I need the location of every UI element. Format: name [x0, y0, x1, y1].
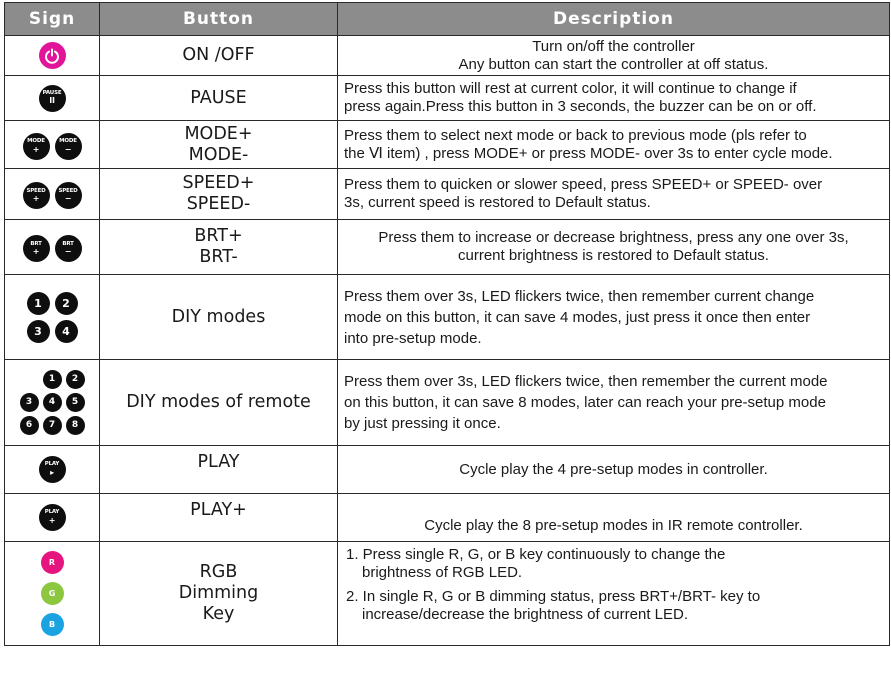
icon-symbol: ▸ — [50, 467, 54, 477]
sign-cell — [5, 169, 100, 220]
icon-label: PLAY — [44, 461, 60, 468]
description-line: into pre-setup mode. — [344, 329, 482, 347]
sign-cell — [5, 121, 100, 169]
description-line: press again.Press this button in 3 seconds, the buzzer can be on or off. — [344, 98, 817, 115]
brt-plus-icon — [23, 235, 50, 262]
table-row — [5, 76, 890, 121]
r-key-icon: R — [41, 551, 64, 574]
icon-label: MODE — [27, 138, 45, 145]
description-line: current brightness is restored to Default status. — [458, 247, 769, 264]
icon-symbol: − — [64, 194, 72, 204]
number-5-icon: 5 — [66, 393, 85, 412]
description-line: increase/decrease the brightness of current LED. — [362, 606, 689, 623]
description-line: 3s, current speed is restored to Default status. — [344, 194, 651, 211]
power-icon — [39, 42, 66, 69]
icon-label: PAUSE — [42, 89, 62, 96]
description-line: mode on this button, it can save 4 modes, just press it once then enter — [344, 308, 811, 326]
sign-cell — [5, 220, 100, 275]
description-line: Cycle play the 8 pre-setup modes in IR remote controller. — [424, 517, 803, 534]
button-name: Dimming — [178, 583, 259, 603]
description-line: Any button can start the controller at off status. — [458, 55, 769, 73]
number-2-icon: 2 — [66, 370, 85, 389]
number-8-icon: 8 — [66, 416, 85, 435]
table-row — [5, 169, 890, 220]
description-line: Press them to quicken or slower speed, press SPEED+ or SPEED- over — [344, 176, 823, 193]
button-name: SPEED+ — [182, 173, 255, 193]
sign-cell — [5, 76, 100, 121]
button-name-cell — [100, 446, 338, 494]
description-line: by just pressing it once. — [344, 415, 501, 432]
b-key-icon: B — [41, 613, 64, 636]
button-name: BRT- — [199, 247, 238, 267]
table-row — [5, 542, 890, 646]
button-name-cell — [100, 542, 338, 646]
button-name: MODE- — [188, 144, 249, 165]
icon-symbol: + — [32, 247, 40, 257]
brt-minus-icon — [55, 235, 82, 262]
button-name: BRT+ — [194, 226, 243, 246]
button-name: DIY modes — [171, 306, 266, 327]
icon-label: BRT — [62, 240, 74, 247]
icon-symbol: − — [64, 144, 72, 154]
description-cell — [338, 275, 890, 360]
icon-symbol: − — [64, 247, 72, 257]
button-name: PLAY — [197, 452, 240, 472]
description-cell — [338, 220, 890, 275]
description-cell — [338, 169, 890, 220]
button-name-cell — [100, 275, 338, 360]
icon-symbol: + — [48, 515, 56, 525]
button-name-cell — [100, 76, 338, 121]
sign-cell — [5, 494, 100, 542]
button-name: Key — [202, 604, 235, 624]
description-line: Turn on/off the controller — [532, 37, 695, 55]
description-line: brightness of RGB LED. — [362, 564, 523, 581]
sign-cell — [5, 542, 100, 646]
button-name-cell — [100, 360, 338, 446]
mode-minus-icon — [55, 133, 82, 160]
table-row — [5, 494, 890, 542]
description-line: 2. In single R, G or B dimming status, press BRT+/BRT- key to — [346, 588, 761, 605]
play-icon — [39, 456, 66, 483]
number-7-icon: 7 — [43, 416, 62, 435]
number-3-icon: 3 — [27, 320, 50, 343]
description-line: Cycle play the 4 pre-setup modes in controller. — [459, 460, 768, 478]
table-row — [5, 275, 890, 360]
description-line: Press them over 3s, LED flickers twice, then remember current change — [344, 287, 815, 305]
number-3-icon: 3 — [20, 393, 39, 412]
icon-label: SPEED — [26, 187, 46, 194]
button-name-cell — [100, 36, 338, 76]
mode-plus-icon — [23, 133, 50, 160]
icon-label: SPEED — [58, 187, 78, 194]
button-name: MODE+ — [184, 123, 253, 144]
button-name: RGB — [199, 562, 238, 582]
button-name-cell — [100, 121, 338, 169]
number-1-icon: 1 — [43, 370, 62, 389]
g-key-icon: G — [41, 582, 64, 605]
button-name-cell — [100, 220, 338, 275]
description-cell — [338, 121, 890, 169]
table-row — [5, 220, 890, 275]
button-name-cell — [100, 494, 338, 542]
icon-symbol: II — [49, 96, 55, 106]
number-4-icon: 4 — [43, 393, 62, 412]
button-name: SPEED- — [186, 194, 251, 214]
sign-cell — [5, 360, 100, 446]
header-description: Description — [338, 3, 890, 36]
number-2-icon: 2 — [55, 292, 78, 315]
button-name: DIY modes of remote — [126, 392, 311, 412]
description-line: on this button, it can save 8 modes, later can reach your pre-setup mode — [344, 394, 826, 411]
description-line: Press them over 3s, LED flickers twice, then remember the current mode — [344, 373, 828, 390]
table-header-row — [5, 3, 890, 36]
play-plus-icon — [39, 504, 66, 531]
description-line: the Ⅵ item) , press MODE+ or press MODE- over 3s to enter cycle mode. — [344, 144, 833, 162]
header-button: Button — [100, 3, 338, 36]
table-row — [5, 36, 890, 76]
button-name-cell — [100, 169, 338, 220]
number-6-icon: 6 — [20, 416, 39, 435]
description-cell — [338, 494, 890, 542]
icon-label: PLAY — [44, 509, 60, 516]
number-4-icon: 4 — [55, 320, 78, 343]
description-cell — [338, 36, 890, 76]
description-cell — [338, 360, 890, 446]
table-row — [5, 360, 890, 446]
description-line: Press them to increase or decrease brightness, press any one over 3s, — [378, 229, 849, 246]
description-line: 1. Press single R, G, or B key continuously to change the — [346, 546, 726, 563]
icon-label: MODE — [59, 138, 77, 145]
description-line: Press this button will rest at current color, it will continue to change if — [344, 80, 797, 97]
description-cell — [338, 446, 890, 494]
sign-cell — [5, 36, 100, 76]
speed-plus-icon — [23, 182, 50, 209]
number-1-icon: 1 — [27, 292, 50, 315]
description-cell — [338, 76, 890, 121]
button-name: PLAY+ — [190, 500, 247, 520]
sign-cell — [5, 446, 100, 494]
description-line: Press them to select next mode or back to previous mode (pls refer to — [344, 126, 807, 144]
button-description-table — [4, 2, 890, 646]
description-cell — [338, 542, 890, 646]
button-name: ON /OFF — [182, 45, 255, 65]
table-row — [5, 121, 890, 169]
icon-symbol: + — [32, 194, 40, 204]
speed-minus-icon — [55, 182, 82, 209]
sign-cell — [5, 275, 100, 360]
pause-icon — [39, 85, 66, 112]
icon-label: BRT — [30, 240, 42, 247]
button-name: PAUSE — [190, 87, 247, 108]
header-sign: Sign — [5, 3, 100, 36]
icon-symbol: + — [32, 144, 40, 154]
table-row — [5, 446, 890, 494]
